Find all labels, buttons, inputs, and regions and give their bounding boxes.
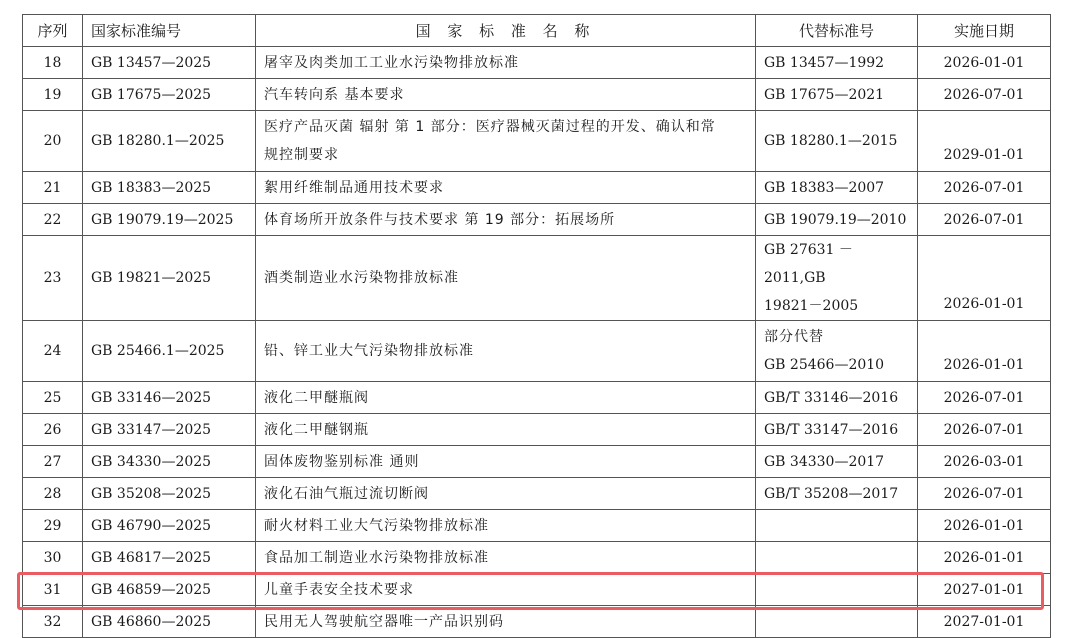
cell-number: GB 17675—2025 [83,79,256,111]
cell-replaces: GB 13457—1992 [756,47,918,79]
cell-replaces [756,542,918,574]
table-row [23,321,1051,382]
cell-name: 体育场所开放条件与技术要求 第 19 部分：拓展场所 [256,204,756,236]
table-row [23,172,1051,204]
cell-date: 2026-07-01 [918,79,1051,111]
cell-seq: 21 [23,172,83,204]
cell-date: 2027-01-01 [918,574,1051,606]
cell-replaces-line2: GB 25466—2010 [764,357,885,373]
cell-seq: 29 [23,510,83,542]
cell-replaces: GB 34330—2017 [756,446,918,478]
table-row [23,204,1051,236]
cell-date: 2026-01-01 [918,542,1051,574]
table-row-highlighted [23,606,1051,638]
cell-number: GB 33146—2025 [83,382,256,414]
header-name: 国 家 标 准 名 称 [256,15,756,47]
table-row [23,414,1051,446]
table-header-row [23,15,1051,47]
cell-date: 2026-07-01 [918,172,1051,204]
cell-number: GB 46859—2025 [83,574,256,606]
cell-name: 铅、锌工业大气污染物排放标准 [256,321,756,382]
cell-name: 汽车转向系 基本要求 [256,79,756,111]
cell-number: GB 35208—2025 [83,478,256,510]
cell-replaces [756,510,918,542]
standards-table [22,14,1051,638]
cell-name: 耐火材料工业大气污染物排放标准 [256,510,756,542]
cell-seq: 27 [23,446,83,478]
cell-date: 2026-01-01 [918,236,1051,321]
cell-number: GB 46817—2025 [83,542,256,574]
cell-date: 2026-01-01 [918,510,1051,542]
table-row [23,446,1051,478]
cell-seq: 20 [23,111,83,172]
cell-replaces: GB 18383—2007 [756,172,918,204]
cell-number: GB 18383—2025 [83,172,256,204]
table-row [23,574,1051,606]
cell-replaces: GB 18280.1—2015 [756,111,918,172]
cell-date: 2026-07-01 [918,382,1051,414]
cell-seq: 24 [23,321,83,382]
cell-replaces: GB/T 35208—2017 [756,478,918,510]
table-row [23,510,1051,542]
cell-name-line1: 医疗产品灭菌 辐射 第 1 部分：医疗器械灭菌过程的开发、确认和常 [264,119,716,135]
header-date: 实施日期 [918,15,1051,47]
table-row [23,382,1051,414]
cell-seq: 28 [23,478,83,510]
cell-replaces: GB/T 33147—2016 [756,414,918,446]
cell-seq: 26 [23,414,83,446]
table-row [23,478,1051,510]
cell-seq: 30 [23,542,83,574]
cell-date: 2026-07-01 [918,414,1051,446]
cell-name-line2: 规控制要求 [264,147,339,163]
cell-replaces-line1: GB 27631 －2011,GB [764,242,853,286]
cell-seq: 22 [23,204,83,236]
cell-number: GB 34330—2025 [83,446,256,478]
cell-seq: 31 [23,574,83,606]
cell-number: GB 13457—2025 [83,47,256,79]
cell-date: 2026-07-01 [918,204,1051,236]
cell-name: 酒类制造业水污染物排放标准 [256,236,756,321]
cell-replaces [756,606,918,638]
cell-date: 2026-01-01 [918,321,1051,382]
cell-name: 民用无人驾驶航空器唯一产品识别码 [256,606,756,638]
table-row [23,236,1051,321]
cell-replaces [756,236,918,321]
cell-name: 液化二甲醚钢瓶 [256,414,756,446]
cell-replaces-line1: 部分代替 [764,329,824,345]
cell-name: 屠宰及肉类加工工业水污染物排放标准 [256,47,756,79]
cell-name: 絮用纤维制品通用技术要求 [256,172,756,204]
cell-name: 食品加工制造业水污染物排放标准 [256,542,756,574]
cell-replaces: GB 17675—2021 [756,79,918,111]
cell-seq: 18 [23,47,83,79]
table-row [23,79,1051,111]
cell-replaces [756,574,918,606]
table-row [23,111,1051,172]
cell-name: 儿童手表安全技术要求 [256,574,756,606]
cell-seq: 23 [23,236,83,321]
cell-number: GB 19079.19—2025 [83,204,256,236]
cell-number: GB 46860—2025 [83,606,256,638]
cell-replaces: GB 19079.19—2010 [756,204,918,236]
cell-date: 2027-01-01 [918,606,1051,638]
cell-name: 液化二甲醚瓶阀 [256,382,756,414]
cell-date: 2029-01-01 [918,111,1051,172]
header-number: 国家标准编号 [83,15,256,47]
cell-number: GB 33147—2025 [83,414,256,446]
cell-number: GB 25466.1—2025 [83,321,256,382]
cell-replaces: GB/T 33146—2016 [756,382,918,414]
cell-number: GB 18280.1—2025 [83,111,256,172]
header-seq: 序列 [23,15,83,47]
cell-number: GB 46790—2025 [83,510,256,542]
table-row [23,47,1051,79]
cell-name: 固体废物鉴别标准 通则 [256,446,756,478]
cell-replaces [756,321,918,382]
table-row [23,542,1051,574]
cell-name [256,111,756,172]
cell-name: 液化石油气瓶过流切断阀 [256,478,756,510]
cell-number: GB 19821—2025 [83,236,256,321]
header-replaces: 代替标准号 [756,15,918,47]
cell-date: 2026-03-01 [918,446,1051,478]
cell-seq: 25 [23,382,83,414]
cell-date: 2026-07-01 [918,478,1051,510]
cell-date: 2026-01-01 [918,47,1051,79]
cell-seq: 19 [23,79,83,111]
cell-seq: 32 [23,606,83,638]
cell-replaces-line2: 19821－2005 [764,298,859,314]
